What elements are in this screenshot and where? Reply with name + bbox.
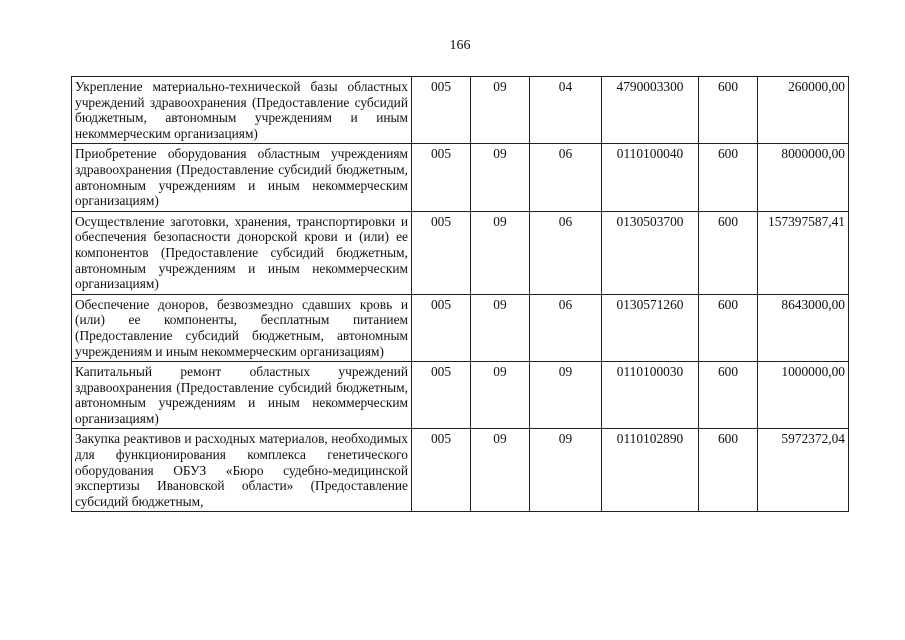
target-article-code: 0110102890 — [602, 429, 699, 512]
amount: 8643000,00 — [758, 294, 849, 361]
ministry-code: 005 — [412, 77, 471, 144]
ministry-code: 005 — [412, 144, 471, 211]
ministry-code: 005 — [412, 294, 471, 361]
amount: 5972372,04 — [758, 429, 849, 512]
page-number: 166 — [449, 38, 471, 53]
table-row — [72, 429, 849, 512]
table-row — [72, 77, 849, 144]
expense-type-code: 600 — [699, 294, 758, 361]
expense-type-code: 600 — [699, 144, 758, 211]
subsection-code: 06 — [530, 144, 602, 211]
row-description: Обеспечение доноров, безвозмездно сдавших кровь и (или) ее компоненты, бесплатным питанием (Предоставление субсидий бюджетным, автономным учреждениям и иным некоммерческим организациям) — [72, 294, 412, 361]
expense-type-code: 600 — [699, 362, 758, 429]
ministry-code: 005 — [412, 429, 471, 512]
ministry-code: 005 — [412, 362, 471, 429]
amount: 8000000,00 — [758, 144, 849, 211]
subsection-code: 09 — [530, 362, 602, 429]
row-description: Приобретение оборудования областным учреждениям здравоохранения (Предоставление субсидий бюджетным, автономным учреждениям и иным некоммерческим организациям) — [72, 144, 412, 211]
row-description: Осуществление заготовки, хранения, транспортировки и обеспечения безопасности донорской крови и (или) ее компонентов (Предоставление субсидий бюджетным, автономным учреждениям и иным некоммерческим организациям) — [72, 211, 412, 294]
subsection-code: 04 — [530, 77, 602, 144]
table-row — [72, 362, 849, 429]
subsection-code: 09 — [530, 429, 602, 512]
row-description: Капитальный ремонт областных учреждений здравоохранения (Предоставление субсидий бюджетным, автономным учреждениям и иным некоммерческим организациям) — [72, 362, 412, 429]
subsection-code: 06 — [530, 211, 602, 294]
table-row — [72, 294, 849, 361]
target-article-code: 4790003300 — [602, 77, 699, 144]
row-description: Закупка реактивов и расходных материалов, необходимых для функционирования комплекса генетического оборудования ОБУЗ «Бюро судебно-медицинской экспертизы Ивановской области» (Предоставление субсидий бюджетным, — [72, 429, 412, 512]
section-code: 09 — [471, 362, 530, 429]
target-article-code: 0130503700 — [602, 211, 699, 294]
amount: 260000,00 — [758, 77, 849, 144]
amount: 157397587,41 — [758, 211, 849, 294]
section-code: 09 — [471, 429, 530, 512]
expense-type-code: 600 — [699, 77, 758, 144]
section-code: 09 — [471, 144, 530, 211]
section-code: 09 — [471, 211, 530, 294]
section-code: 09 — [471, 77, 530, 144]
subsection-code: 06 — [530, 294, 602, 361]
amount: 1000000,00 — [758, 362, 849, 429]
target-article-code: 0130571260 — [602, 294, 699, 361]
target-article-code: 0110100030 — [602, 362, 699, 429]
target-article-code: 0110100040 — [602, 144, 699, 211]
table-row — [72, 144, 849, 211]
ministry-code: 005 — [412, 211, 471, 294]
expense-type-code: 600 — [699, 429, 758, 512]
table-row — [72, 211, 849, 294]
row-description: Укрепление материально-технической базы областных учреждений здравоохранения (Предоставление субсидий бюджетным, автономным учреждениям и иным некоммерческим организациям) — [72, 77, 412, 144]
expense-type-code: 600 — [699, 211, 758, 294]
budget-table — [71, 76, 849, 512]
section-code: 09 — [471, 294, 530, 361]
